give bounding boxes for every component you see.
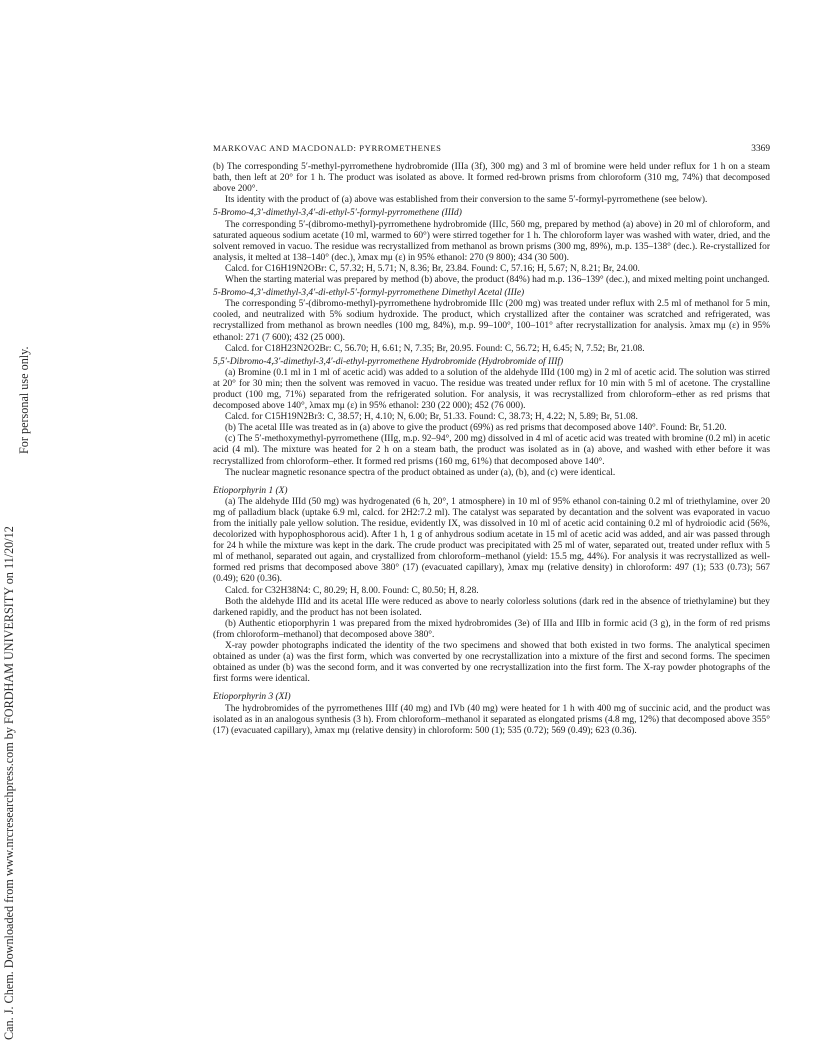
paragraph: (c) The 5′-methoxymethyl-pyrromethene (IIIg, m.p. 92–94°, 200 mg) dissolved in 4 ml of acetic acid was treated with bromine (0.2 ml) in acetic acid (4 ml). The mixture was heated for 2 h on a steam bath, the product was isolated as in (a) above, and washed with ether before it was recrystallized from chloroform–ether. It formed red prisms (160 mg, 61%) that decomposed above 140°. bbox=[213, 434, 770, 467]
paragraph: The hydrobromides of the pyrromethenes IIIf (40 mg) and IVb (40 mg) were heated for 1 h with 400 mg of succinic acid, and the product was isolated as in an analogous synthesis (3 h). From chloroform–methanol it separated as elongated prisms (4.8 mg, 12%) that decomposed above 355° (17) (evacuated capillary), λmax mμ (relative density) in chloroform: 500 (1); 535 (0.72); 569 (0.49); 623 (0.36). bbox=[213, 703, 770, 736]
running-header bbox=[213, 143, 770, 155]
paragraph: (a) The aldehyde IIId (50 mg) was hydrogenated (6 h, 20°, 1 atmosphere) in 10 ml of 95% ethanol con-taining 0.2 ml of triethylamine, over 20 mg of palladium black (uptake 6.9 ml, calcd. for 2H2:7.2 ml). The catalyst was separated by decantation and the solvent was evaporated in vacuo from the initially pale yellow solution. The residue, evidently IX, was dissolved in 10 ml of acetic acid containing 0.2 ml of hydroiodic acid (56%, decolorized with hypophosphorous acid). After 1 h, 1 g of anhydrous sodium acetate in 15 ml of acetic acid was added, and air was passed through for 24 h while the mixture was kept in the dark. The crude product was precipitated with 25 ml of water, separated out, treated under reflux with 5 ml of methanol, separated out again, and crystallized from chloroform–methanol (yield: 15.5 mg, 44%). For analysis it was recrystallized as well-formed red prisms that decomposed above 380° (17) (evacuated capillary), λmax mμ (relative density) in chloroform: 497 (1); 533 (0.73); 567 (0.49); 620 (0.36). bbox=[213, 496, 770, 585]
paragraph: (b) The corresponding 5′-methyl-pyrromethene hydrobromide (IIIa (3f), 300 mg) and 3 ml of bromine were held under reflux for 1 h on a steam bath, then left at 20° for 1 h. The product was isolated as above. It formed red-brown prisms from chloroform (310 mg, 74%) that decomposed above 200°. bbox=[213, 162, 770, 195]
paragraph: Both the aldehyde IIId and its acetal IIIe were reduced as above to nearly colorless solutions (dark red in the absence of triethylamine) but they darkened rapidly, and the product has not been isolated. bbox=[213, 596, 770, 618]
compound-heading: 5,5′-Dibromo-4,3′-dimethyl-3,4′-di-ethyl-pyrromethene Hydrobromide (Hydrobromide of IIIf) bbox=[213, 356, 564, 367]
journal-page bbox=[213, 143, 770, 737]
watermark-use-line: For personal use only. bbox=[17, 346, 31, 454]
section-heading: Etioporphyrin 1 (X) bbox=[213, 485, 288, 496]
section-heading: Etioporphyrin 3 (XI) bbox=[213, 692, 291, 703]
paragraph: When the starting material was prepared by method (b) above, the product (84%) had m.p. 136–139° (dec.), and mixed melting point unchanged. bbox=[225, 275, 770, 286]
watermark-download-line: Can. J. Chem. Downloaded from www.nrcresearchpress.com by FORDHAM UNIVERSITY on 11/20/12 bbox=[2, 526, 16, 1040]
analysis-line: Calcd. for C18H23N2O2Br: C, 56.70; H, 6.61; N, 7.35; Br, 20.95. Found: C, 56.72; H, 6.45; N, 7.52; Br, 21.08. bbox=[225, 343, 645, 354]
watermark-text bbox=[2, 20, 32, 1040]
analysis-line: Calcd. for C16H19N2OBr: C, 57.32; H, 5.71; N, 8.36; Br, 23.84. Found: C, 57.16; H, 5.67; N, 8.21; Br, 24.00. bbox=[225, 263, 640, 274]
download-watermark bbox=[0, 0, 40, 1053]
paragraph: The nuclear magnetic resonance spectra of the product obtained as under (a), (b), and (c) were identical. bbox=[225, 467, 616, 478]
paragraph: (b) The acetal IIIe was treated as in (a) above to give the product (69%) as red prisms that decomposed above 140°. Found: Br, 51.20. bbox=[225, 423, 727, 434]
paragraph: The corresponding 5′-(dibromo-methyl)-pyrromethene hydrobromide IIIc (200 mg) was treated under reflux with 2.5 ml of methanol for 5 min, cooled, and neutralized with 5% sodium hydroxide. The product, which crystallized after the container was scratched and refrigerated, was recrystallized from methanol as brown needles (100 mg, 84%), m.p. 99–100°, 100–101° after recrystallization for analysis. λmax mμ (ε) in 95% ethanol: 271 (7 600); 432 (25 000). bbox=[213, 299, 770, 343]
paragraph: Its identity with the product of (a) above was established from their conversion to the same 5′-formyl-pyrromethene (see below). bbox=[225, 195, 708, 206]
paragraph: X-ray powder photographs indicated the identity of the two specimens and showed that both existed in two forms. The analytical specimen obtained as under (a) was the first form, which was converted by one recrystallization into a mixture of the first and second forms. The specimen obtained as under (b) was the second form, and it was converted by one recrystallization into the first form. The X-ray powder photographs of the first forms were identical. bbox=[213, 641, 770, 685]
page-number: 3369 bbox=[751, 144, 770, 154]
paragraph: (b) Authentic etioporphyrin 1 was prepared from the mixed hydrobromides (3e) of IIIa and IIIb in formic acid (3 g), in the form of red prisms (from chloroform–methanol) that decomposed above 380°. bbox=[213, 618, 770, 640]
running-title: MARKOVAC AND MACDONALD: PYRROMETHENES bbox=[213, 143, 442, 153]
paragraph: (a) Bromine (0.1 ml in 1 ml of acetic acid) was added to a solution of the aldehyde IIId (100 mg) in 2 ml of acetic acid. The solution was stirred at 20° for 30 min; then the solvent was removed in vacuo. The residue was treated under reflux for 10 min with 5 ml of acetone. The crystalline product (100 mg, 71%) separated from the refrigerated solution. For analysis, it was recrystallized from chloroform–ether as red prisms that decomposed above 140°, λmax mμ (ε) in 95% ethanol: 230 (22 000); 452 (76 000). bbox=[213, 367, 770, 412]
analysis-line: Calcd. for C15H19N2Br3: C, 38.57; H, 4.10; N, 6.00; Br, 51.33. Found: C, 38.73; H, 4.22; N, 5.89; Br, 51.08. bbox=[225, 412, 638, 423]
paragraph: The corresponding 5′-(dibromo-methyl)-pyrromethene hydrobromide (IIIc, 560 mg, prepared by method (a) above) in 20 ml of chloroform, and saturated aqueous sodium acetate (10 ml, warmed to 60°) were stirred together for 1 h. The chloroform layer was washed with water, dried, and the solvent removed in vacuo. The residue was recrystallized from methanol as brown prisms (300 mg, 89%), m.p. 135–138° (dec.). Re-crystallized for analysis, it melted at 138–140° (dec.), λmax mμ (ε) in 95% ethanol: 270 (9 800); 434 (30 500). bbox=[213, 219, 770, 263]
compound-heading: 5-Bromo-4,3′-dimethyl-3,4′-di-ethyl-5′-formyl-pyrromethene (IIId) bbox=[213, 208, 462, 219]
compound-heading: 5-Bromo-4,3′-dimethyl-3,4′-di-ethyl-5′-formyl-pyrromethene Dimethyl Acetal (IIIe) bbox=[213, 288, 525, 299]
analysis-line: Calcd. for C32H38N4: C, 80.29; H, 8.00. Found: C, 80.50; H, 8.28. bbox=[225, 585, 479, 596]
